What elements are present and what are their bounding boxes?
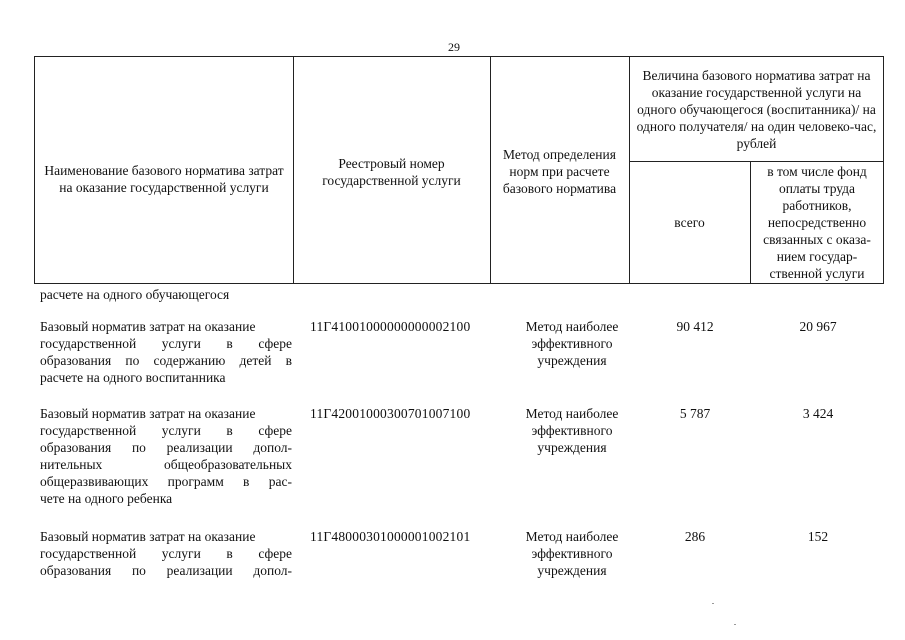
table-header [34,56,884,284]
row-code: 11Г41001000000000002100 [310,319,471,334]
row-name-line: государственной услуги в сфере [40,336,292,351]
continuation-text: расчете на одного обучающегося [40,287,230,302]
header-method: Метод определения норм при расчете базового норматива [502,147,617,196]
row-name [40,405,292,507]
row-name [40,318,292,386]
page-number: 29 [448,40,460,54]
header-name: Наименование базового норматива затрат на оказание государственной услуги [44,162,284,195]
row-method: Метод наиболее эффективного учреждения [525,319,619,368]
row-name-line: Базовый норматив затрат на оказание [40,529,256,544]
scan-speck [734,624,736,625]
row-total: 286 [684,529,706,544]
row-fund: 3 424 [802,406,834,421]
row-method: Метод наиболее эффективного учреждения [525,406,619,455]
scan-speck [712,603,714,604]
header-code: Реестровый номер государственной услуги [322,155,461,188]
row-total: 5 787 [679,406,711,421]
row-name-line: Базовый норматив затрат на оказание [40,406,256,421]
header-total: всего [674,215,705,230]
row-name-line: общеразвивающих программ в рас- [40,474,292,489]
row-name-line: государственной услуги в сфере [40,423,292,438]
row-name [40,528,292,579]
row-fund: 152 [807,529,829,544]
row-method: Метод наиболее эффективного учреждения [525,529,619,578]
row-name-line: расчете на одного воспитанника [40,370,226,385]
row-name-line: чете на одного ребенка [40,491,173,506]
header-value: Величина базового норматива затрат на оказание государственной услуги на одного обучающегося (воспитанника)/ на одного получателя/ на один человеко-час, рублей [636,67,877,151]
row-name-line: образования по реализации допол- [40,440,292,455]
row-fund: 20 967 [799,319,837,334]
row-name-line: нительных общеобразовательных [40,457,292,472]
row-name-line: образования по содержанию детей в [40,353,292,368]
row-code: 11Г48000301000001002101 [310,529,471,544]
row-name-line: государственной услуги в сфере [40,546,292,561]
row-total: 90 412 [676,319,714,334]
header-fund: в том числе фонд оплаты труда работников, непосредственно связанных с оказа-нием государ-ственной услуги [763,164,871,281]
row-name-line: образования по реализации допол- [40,563,292,578]
row-code: 11Г42001000300701007100 [310,406,471,421]
row-name-line: Базовый норматив затрат на оказание [40,319,256,334]
